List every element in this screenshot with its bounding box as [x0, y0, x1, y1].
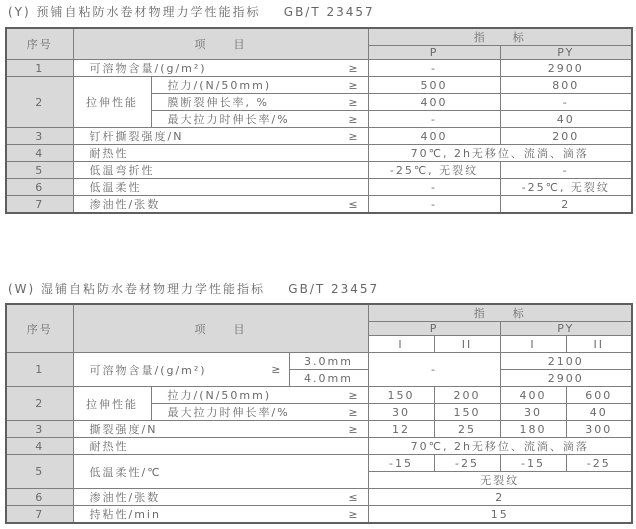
gte-symbol: ≥	[348, 405, 358, 419]
t2-header-py: PY	[500, 322, 632, 336]
t2-r2b-value-py1: 30	[500, 404, 566, 421]
t2-r5-value-py1: -15	[500, 455, 566, 472]
wet-applied-table-title: (W) 湿铺自粘防水卷材物理力学性能指标 GB/T 23457	[8, 282, 380, 296]
gte-symbol: ≥	[348, 61, 358, 75]
t2-r2b-value-py2: 40	[566, 404, 632, 421]
t2-header-p-type2: II	[434, 336, 500, 353]
t2-r5-value-py2: -25	[566, 455, 632, 472]
t2-r2a-value-py2: 600	[566, 387, 632, 404]
t2-r4-seq: 4	[6, 438, 73, 455]
t2-header-p-type1: I	[368, 336, 434, 353]
t1-r2a-value-p: 500	[368, 77, 500, 94]
t2-r3-value-p2: 25	[434, 421, 500, 438]
t1-r5-value-p: -25℃, 无裂纹	[368, 162, 500, 179]
lte-symbol: ≤	[348, 197, 358, 211]
t1-r4-value: 70℃, 2h无移位、流淌、滴落	[368, 145, 632, 162]
t2-r2-seq: 2	[6, 387, 73, 421]
t1-r2b-item: 膜断裂伸长率, %	[167, 96, 269, 109]
t1-r3-value-p: 400	[368, 128, 500, 145]
t1-r4-seq: 4	[6, 145, 73, 162]
t2-r3-item: 撕裂强度/N	[89, 423, 158, 436]
t1-r2b-value-py: -	[500, 94, 632, 111]
t2-r1-seq: 1	[6, 353, 73, 387]
t1-r2a-value-py: 800	[500, 77, 632, 94]
t1-r5-value-py: -	[500, 162, 632, 179]
t1-r7-seq: 7	[6, 196, 73, 214]
t1-r2b-value-p: 400	[368, 94, 500, 111]
gte-symbol: ≥	[348, 112, 358, 126]
t2-r4-value: 70℃, 2h无移位、流淌、滴落	[368, 438, 632, 455]
t2-header-py-type2: II	[566, 336, 632, 353]
pre-applied-table-title: (Y) 预铺自粘防水卷材物理力学性能指标 GB/T 23457	[8, 5, 375, 19]
t1-r6-value-py: -25℃, 无裂纹	[500, 179, 632, 196]
t2-r2a-value-py1: 400	[500, 387, 566, 404]
t2-header-item: 项 目	[73, 304, 368, 353]
t2-r3-value-py1: 180	[500, 421, 566, 438]
t1-r4-item: 耐热性	[89, 147, 129, 160]
t2-r1-thickness-4mm: 4.0mm	[289, 370, 368, 387]
t2-r4-item: 耐热性	[89, 440, 129, 453]
t2-header-seq: 序号	[6, 304, 73, 353]
t2-r1-item: 可溶物含量/(g/m²)	[89, 363, 207, 377]
t2-r5-seq: 5	[6, 455, 73, 489]
t1-r1-seq: 1	[6, 60, 73, 77]
t2-r1-value-py-3mm: 2100	[500, 353, 632, 370]
t1-header-seq: 序号	[6, 28, 73, 60]
t2-header-p: P	[368, 322, 500, 336]
t1-header-p: P	[368, 46, 500, 60]
t1-r2-group: 拉伸性能	[73, 77, 151, 128]
gte-symbol: ≥	[348, 422, 358, 436]
t1-r7-item: 渗油性/张数	[89, 198, 161, 211]
t1-r1-value-py: 2900	[500, 60, 632, 77]
t2-r7-seq: 7	[6, 506, 73, 524]
t2-r7-value: 15	[368, 506, 632, 524]
t1-r3-item: 钉杆撕裂强度/N	[89, 130, 184, 143]
wet-applied-membrane-spec-table	[5, 303, 633, 524]
t1-r7-value-py: 2	[500, 196, 632, 214]
pre-applied-membrane-spec-table	[5, 27, 633, 214]
gte-symbol: ≥	[348, 95, 358, 109]
t1-r6-seq: 6	[6, 179, 73, 196]
gte-symbol: ≥	[271, 363, 281, 376]
t2-r2a-value-p1: 150	[368, 387, 434, 404]
t1-r2a-item: 拉力/(N/50mm)	[167, 79, 272, 92]
t1-r2c-value-py: 40	[500, 111, 632, 128]
t2-r2a-value-p2: 200	[434, 387, 500, 404]
t2-r6-item: 渗油性/张数	[89, 491, 161, 504]
t1-header-item: 项 目	[73, 28, 368, 60]
t2-r1-value-py-4mm: 2900	[500, 370, 632, 387]
t2-r2-group: 拉伸性能	[73, 387, 151, 421]
t1-r5-seq: 5	[6, 162, 73, 179]
t2-r2b-item: 最大拉力时伸长率/%	[167, 406, 290, 419]
t1-r1-value-p: -	[368, 60, 500, 77]
t2-header-py-type1: I	[500, 336, 566, 353]
t2-r5-value-crack: 无裂纹	[368, 472, 632, 489]
t2-r7-item: 持粘性/min	[89, 508, 161, 521]
gte-symbol: ≥	[348, 388, 358, 402]
t2-r1-value-p: -	[368, 353, 500, 387]
t2-r3-seq: 3	[6, 421, 73, 438]
gte-symbol: ≥	[348, 129, 358, 143]
t1-r6-value-p: -	[368, 179, 500, 196]
t1-r2c-item: 最大拉力时伸长率/%	[167, 113, 290, 126]
t2-r5-value-p2: -25	[434, 455, 500, 472]
t2-header-index: 指 标	[368, 304, 632, 322]
t1-header-index: 指 标	[368, 28, 632, 46]
t2-r6-seq: 6	[6, 489, 73, 506]
t1-header-py: PY	[500, 46, 632, 60]
t2-r1-thickness-3mm: 3.0mm	[289, 353, 368, 370]
t1-r7-value-p: -	[368, 196, 500, 214]
t2-r5-item: 低温柔性/℃	[89, 465, 162, 479]
t1-r2-seq: 2	[6, 77, 73, 128]
gte-symbol: ≥	[348, 507, 358, 521]
t2-r2b-value-p2: 150	[434, 404, 500, 421]
t2-r2a-item: 拉力/(N/50mm)	[167, 389, 272, 402]
gte-symbol: ≥	[348, 78, 358, 92]
t2-r3-value-p1: 12	[368, 421, 434, 438]
t1-r6-item: 低温柔性	[89, 181, 142, 194]
t1-r3-seq: 3	[6, 128, 73, 145]
t2-r6-value: 2	[368, 489, 632, 506]
t1-r5-item: 低温弯折性	[89, 164, 155, 177]
t1-r2c-value-p: -	[368, 111, 500, 128]
t2-r3-value-py2: 300	[566, 421, 632, 438]
t2-r2b-value-p1: 30	[368, 404, 434, 421]
t2-r5-value-p1: -15	[368, 455, 434, 472]
t1-r3-value-py: 200	[500, 128, 632, 145]
t1-r1-item: 可溶物含量/(g/m²)	[89, 62, 207, 75]
lte-symbol: ≤	[348, 490, 358, 504]
